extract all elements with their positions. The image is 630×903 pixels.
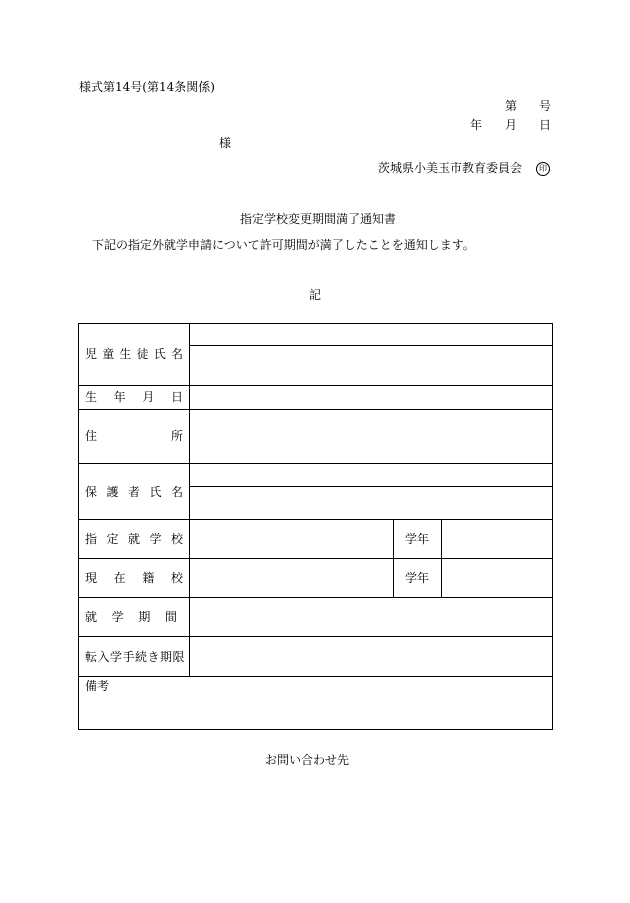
doc-number-dai: 第 [505, 99, 518, 113]
label-grade: 学年 [405, 571, 430, 585]
grade-column-divider [393, 519, 394, 597]
recipient-suffix: 様 [219, 136, 232, 150]
label-enrollment-period: 就 学 期 間 [85, 610, 177, 624]
label-designated-school: 指 定 就 学 校 [85, 532, 183, 546]
row-divider [78, 519, 553, 520]
furigana-divider [189, 345, 553, 346]
row-divider [78, 385, 553, 386]
row-divider [78, 636, 553, 637]
label-column-divider [189, 323, 190, 676]
date-month: 月 [505, 118, 518, 132]
label-grade: 学年 [405, 532, 430, 546]
date-year: 年 [470, 118, 483, 132]
doc-number-go: 号 [539, 99, 552, 113]
form-table [78, 323, 553, 730]
document-title: 指定学校変更期間満了通知書 [240, 212, 397, 226]
date-day: 日 [539, 118, 552, 132]
ki-heading: 記 [309, 288, 322, 302]
label-address: 住 所 [85, 429, 183, 443]
furigana-divider [189, 486, 553, 487]
label-guardian-name: 保 護 者 氏 名 [85, 485, 183, 499]
row-divider [78, 409, 553, 410]
contact-heading: お問い合わせ先 [265, 753, 350, 767]
label-remarks: 備考 [85, 679, 110, 693]
seal-icon: 印 [536, 162, 550, 176]
grade-column-divider [441, 519, 442, 597]
row-divider [78, 558, 553, 559]
form-number: 様式第14号(第14条関係) [79, 80, 215, 94]
label-student-name: 児 童 生 徒 氏 名 [85, 347, 183, 361]
table-border-top [78, 323, 553, 324]
label-transfer-deadline: 転入学手続き期限 [85, 650, 186, 664]
row-divider [78, 597, 553, 598]
body-text: 下記の指定外就学申請について許可期間が満了したことを通知します。 [92, 238, 475, 252]
issuer-name: 茨城県小美玉市教育委員会 [378, 161, 523, 175]
table-border-bottom [78, 729, 553, 730]
row-divider [78, 676, 553, 677]
row-divider [78, 463, 553, 464]
issuer [378, 161, 550, 176]
label-current-school: 現 在 籍 校 [85, 571, 183, 585]
label-birthdate: 生 年 月 日 [85, 390, 183, 404]
